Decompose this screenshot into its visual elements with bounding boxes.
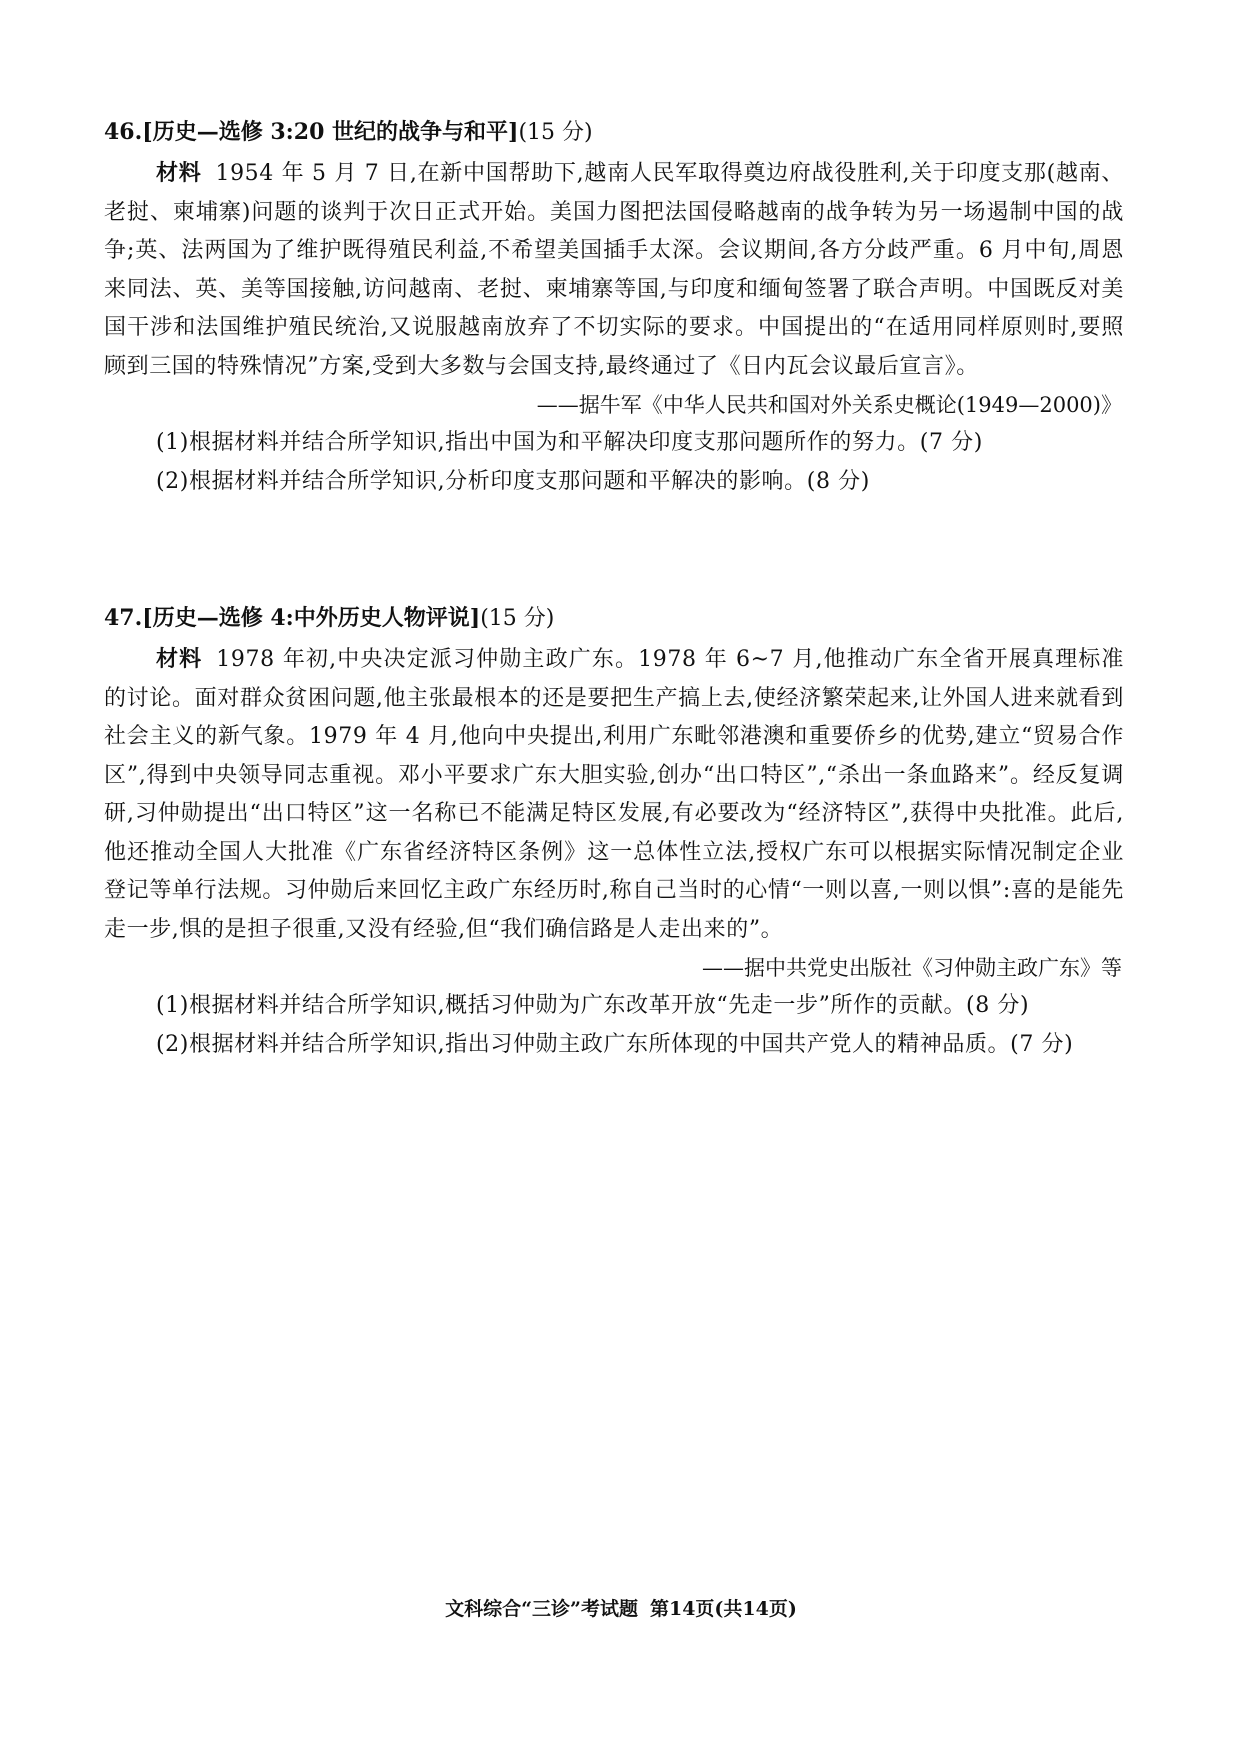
- question-topic: [历史—选修 4:中外历史人物评说]: [142, 605, 481, 631]
- question-46: [104, 114, 1124, 501]
- question-46-title: [104, 114, 1124, 150]
- material-source: ——据牛军《中华人民共和国对外关系史概论(1949—2000)》: [536, 393, 1122, 417]
- question-number: 47.: [104, 605, 143, 631]
- sub-question-2: (2)根据材料并结合所学知识,指出习仲勋主政广东所体现的中国共产党人的精神品质。(7 分): [156, 1031, 1074, 1057]
- question-score: (15 分): [518, 120, 593, 145]
- page-number: 第14页(共14页): [649, 1598, 797, 1620]
- material-paragraph: [104, 154, 1124, 386]
- question-number: 46.: [104, 119, 143, 145]
- material-label: 材料: [156, 646, 203, 672]
- question-47-title: [104, 600, 1124, 636]
- sub-question-1: (1)根据材料并结合所学知识,指出中国为和平解决印度支那问题所作的努力。(7 分): [156, 430, 983, 455]
- material-text: 1978 年初,中央决定派习仲勋主政广东。1978 年 6~7 月,他推动广东全省开展真理标准的讨论。面对群众贫困问题,他主张最根本的还是要把生产搞上去,使经济繁荣起来,让外国人进来就看到社会主义的新气象。1979 年 4 月,他向中央提出,利用广东毗邻港澳和重要侨乡的优势,建立“贸易合作区”,得到中央领导同志重视。邓小平要求广东大胆实验,创办“出口特区”,“杀出一条血路来”。经反复调研,习仲勋提出“出口特区”这一名称已不能满足特区发展,有必要改为“经济特区”,获得中央批准。此后,他还推动全国人大批准《广东省经济特区条例》这一总体性立法,授权广东可以根据实际情况制定企业登记等单行法规。习仲勋后来回忆主政广东经历时,称自己当时的心情“一则以喜,一则以惧”:喜的是能先走一步,惧的是担子很重,又没有经验,但“我们确信路是人走出来的”。: [104, 647, 1124, 942]
- question-47: [104, 600, 1124, 1064]
- material-source: ——据中共党史出版社《习仲勋主政广东》等: [702, 956, 1122, 980]
- question-topic: [历史—选修 3:20 世纪的战争与和平]: [142, 119, 519, 145]
- material-paragraph: [104, 640, 1124, 949]
- question-score: (15 分): [480, 606, 555, 631]
- material-text: 1954 年 5 月 7 日,在新中国帮助下,越南人民军取得奠边府战役胜利,关于印度支那(越南、老挝、柬埔寨)问题的谈判于次日正式开始。美国力图把法国侵略越南的战争转为另一场遏制中国的战争;英、法两国为了维护既得殖民利益,不希望美国插手太深。会议期间,各方分歧严重。6 月中旬,周恩来同法、英、美等国接触,访问越南、老挝、柬埔寨等国,与印度和缅甸签署了联合声明。中国既反对美国干涉和法国维护殖民统治,又说服越南放弃了不切实际的要求。中国提出的“在适用同样原则时,要照顾到三国的特殊情况”方案,受到大多数与会国支持,最终通过了《日内瓦会议最后宣言》。: [104, 161, 1124, 379]
- material-label: 材料: [156, 160, 202, 186]
- page-footer: [0, 1594, 1242, 1624]
- exam-name: 文科综合“三诊”考试题: [445, 1598, 638, 1620]
- sub-question-1: (1)根据材料并结合所学知识,概括习仲勋为广东改革开放“先走一步”所作的贡献。(8 分): [156, 993, 1030, 1018]
- sub-question-2: (2)根据材料并结合所学知识,分析印度支那问题和平解决的影响。(8 分): [156, 468, 870, 494]
